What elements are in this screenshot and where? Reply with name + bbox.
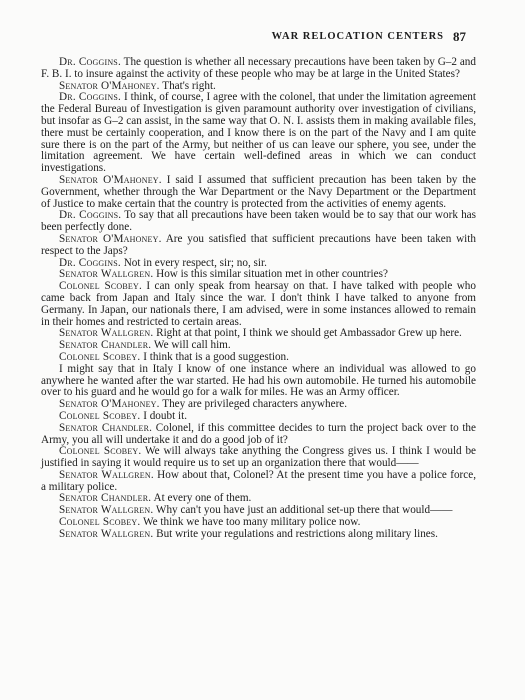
speaker-name: Colonel Scobey. <box>59 445 142 458</box>
speaker-name: Dr. Coggins. <box>59 256 121 269</box>
paragraph-text: Not in every respect, sir; no, sir. <box>120 256 267 269</box>
speaker-name: Senator O'Mahoney. <box>59 173 162 186</box>
speaker-name: Dr. Coggins. <box>59 56 121 68</box>
paragraph-text: At every one of them. <box>151 492 252 505</box>
speaker-name: Senator O'Mahoney. <box>59 232 162 245</box>
speaker-name: Colonel Scobey. <box>59 409 141 422</box>
speaker-name: Senator Wallgren. <box>59 527 154 540</box>
paragraph <box>41 234 476 258</box>
paragraph-text: But write your regulations and restrictions along military lines. <box>153 527 438 540</box>
transcript-body <box>41 57 476 541</box>
speaker-name: Senator Wallgren. <box>59 468 154 481</box>
speaker-name: Colonel Scobey. <box>59 516 141 529</box>
paragraph-text: To say that all precautions have been taken would be to say that our work has been perfectly done. <box>41 209 476 234</box>
speaker-name: Colonel Scobey. <box>59 350 141 363</box>
paragraph-text: I think that is a good suggestion. <box>140 350 289 363</box>
speaker-name: Senator Chandler. <box>59 492 152 505</box>
page-number: 87 <box>453 29 466 44</box>
speaker-name: Senator Wallgren. <box>59 268 154 281</box>
paragraph <box>41 470 476 494</box>
speaker-name: Dr. Coggins. <box>59 209 122 222</box>
paragraph-text: I might say that in Italy I know of one instance where an individual was allowed to go anywhere he wanted after the war started. He had his own automobile. He turned his automobile over to his guard and he would go for a walk for miles. He was an Army officer. <box>41 362 476 399</box>
speaker-name: Senator Chandler. <box>59 421 153 434</box>
paragraph <box>41 210 476 234</box>
speaker-name: Senator O'Mahoney. <box>59 79 160 92</box>
paragraph-text: I said I assumed that sufficient precaution has been taken by the Government, whether through the War Department or the Navy Department or the Department of Justice to make certain that the country is protected from the activities of enemy agents. <box>41 173 476 210</box>
speaker-name: Senator Wallgren. <box>59 327 154 340</box>
paragraph-text: Are you satisfied that sufficient precautions have been taken with respect to the Japs? <box>41 232 476 257</box>
speaker-name: Dr. Coggins. <box>59 91 122 104</box>
paragraph <box>41 446 476 470</box>
speaker-name: Colonel Scobey. <box>59 280 142 293</box>
paragraph-text: We will call him. <box>151 339 231 352</box>
paragraph <box>41 364 476 399</box>
paragraph <box>41 423 476 447</box>
paragraph-text: Why can't you have just an additional set-up there that would—— <box>153 504 453 517</box>
paragraph-text: We think we have too many military police now. <box>140 516 361 529</box>
paragraph <box>41 281 476 328</box>
paragraph-text: I doubt it. <box>140 409 188 422</box>
paragraph-text: The question is whether all necessary precautions have been taken by G–2 and F. B. I. to insure against the activity of these people who may be at large in the United States? <box>41 56 476 80</box>
paragraph-text: Colonel, if this committee decides to turn the project back over to the Army, you all will undertake it and do a good job of it? <box>41 421 476 446</box>
speaker-name: Senator Wallgren. <box>59 504 154 517</box>
speaker-name: Senator O'Mahoney. <box>59 398 160 411</box>
running-head: WAR RELOCATION CENTERS <box>271 31 444 42</box>
paragraph-text: I can only speak from hearsay on that. I have talked with people who came back from Japan and Italy since the war. I don't think I have talked to anyone from Germany. In Japan, our nationals there, I am advised, were in some instances allowed to remain in their homes and restricted to certain areas. <box>41 280 476 328</box>
paragraph <box>41 57 476 81</box>
paragraph-text: How is this similar situation met in other countries? <box>153 268 388 281</box>
paragraph <box>41 175 476 210</box>
paragraph-text: I think, of course, I agree with the colonel, that under the limitation agreement the Federal Bureau of Investigation is given paramount authority over investigation of civilians, but insofar as G–2 can assist, in the same way that O. N. I. assists them in making available files, there must be certainly cooperation, and I know there is on the part of the Navy and I am quite sure there is on the part of the Army, but neither of us can leave our sphere, you see, under the limitation agreement. We have certain well-defined areas in which we can conduct investigations. <box>41 91 476 175</box>
speaker-name: Senator Chandler. <box>59 339 152 352</box>
paragraph-text: They are privileged characters anywhere. <box>159 398 348 411</box>
paragraph <box>41 92 476 175</box>
paragraph-text: How about that, Colonel? At the present time you have a police force, a military police. <box>41 468 476 493</box>
paragraph <box>41 529 476 541</box>
paragraph-text: We will always take anything the Congress gives us. I think I would be justified in saying it would require us to set up an organization there that would—— <box>41 445 477 470</box>
paragraph-text: Right at that point, I think we should get Ambassador Grew up here. <box>153 327 462 340</box>
paragraph-text: That's right. <box>159 79 216 92</box>
